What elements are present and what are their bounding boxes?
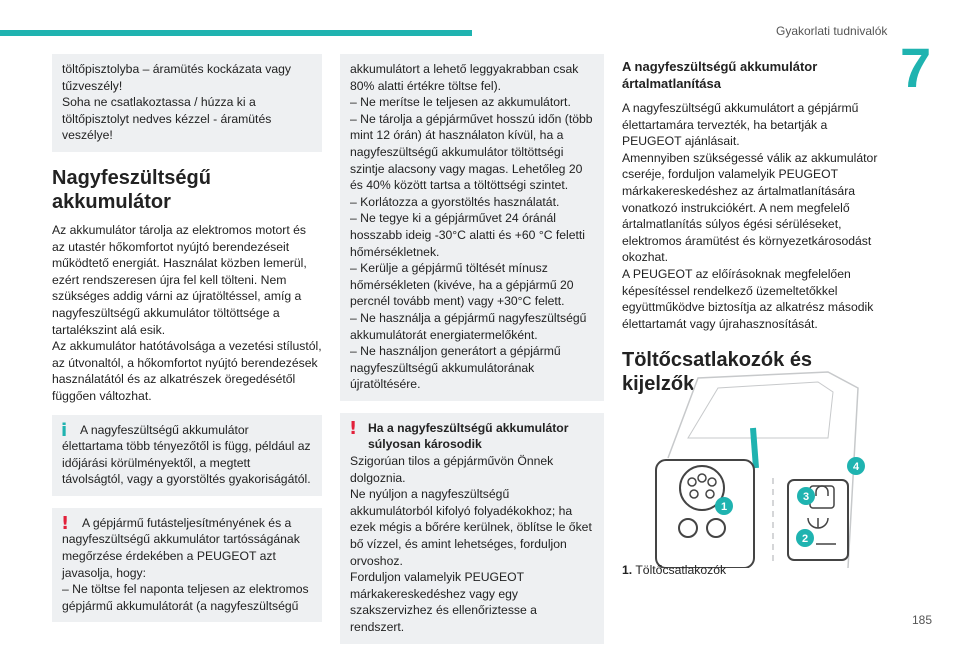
warning-note-line: – Ne töltse fel naponta teljesen az elektromos gépjármű akkumulátorát (a nagyfeszültségű xyxy=(62,582,309,613)
warning-line: Forduljon valamelyik PEUGEOT márkakereskedéshez vagy egy szakszervizhez és ellenőriztesse a rendszert. xyxy=(350,570,537,634)
box-line: Soha ne csatlakoztassa / húzza ki a töltőpisztolyt nedves kézzel - áramütés veszélye! xyxy=(62,95,272,143)
connectors-heading: Töltőcsatlakozók és kijelzők xyxy=(622,349,813,396)
box-line: – Ne tegye ki a gépjárművet 24 óránál hosszabb ideig -30°C alatti és +60 °C feletti hőmérsékletnek. xyxy=(350,211,586,259)
warning-note-line: A gépjármű futásteljesítményének és a nagyfeszültségű akkumulátor tartósságának megőrzése érdekében a PEUGEOT azt javasolja, hogy: xyxy=(62,515,300,580)
car-illustration xyxy=(648,368,888,568)
column-2 xyxy=(340,54,604,656)
column-3 xyxy=(622,58,888,404)
box-line: – Ne merítse le teljesen az akkumulátort. xyxy=(350,95,571,110)
page-number: 185 xyxy=(911,613,932,627)
paragraph: Az akkumulátor tárolja az elektromos motort és az utastér hőkomfortot nyújtó berendezéseit működtető energiát. Használat közben lemerül, ezért rendszeresen újra fel kell tölteni. Nem szükséges addig várni az újratöltéssel, amíg a nagyfeszültségű akkumulátor töltöttsége a tartalékszint alá esik. xyxy=(52,222,307,337)
figure-label-1: 1 xyxy=(720,501,728,513)
figure-caption xyxy=(622,563,726,577)
warning-icon: ! xyxy=(61,512,70,534)
box-line: töltőpisztolyba – áramütés kockázata vagy tűzveszély! xyxy=(62,62,291,93)
info-note-box xyxy=(52,415,322,496)
box-line: – Ne használjon generátort a gépjármű nagyfeszültségű akkumulátorának újratöltésére. xyxy=(350,344,561,392)
box-line: – Ne tárolja a gépjárművet hosszú időn (több mint 12 órán) át használaton kívül, ha a nagyfeszültségű akkumulátor töltöttségi szintje alacsony vagy magas. Lehetőleg 20 és 40% között tartsa a töltöttségi szintet. xyxy=(350,111,593,193)
paragraph: Amennyiben szükségessé válik az akkumulátor cseréje, forduljon valamelyik PEUGEOT márkakereskedéshez az ártalmatlanítására vonatkozó instrukciókért. A nem megfelelő ártalmatlanítás súlyos égési sérüléseket, elektromos áramütést és környezetkárosodást okozhat. xyxy=(622,150,878,265)
charging-connectors-illustration xyxy=(648,368,888,568)
warning-line: Szigorúan tilos a gépjárművön Önnek dolgoznia. xyxy=(350,454,554,485)
warning-note-box xyxy=(52,508,322,623)
box-line: – Ne használja a gépjármű nagyfeszültségű akkumulátorát energiatermelőként. xyxy=(350,310,587,342)
box-line: – Kerülje a gépjármű töltését mínusz hőmérsékleten (kivéve, ha a gépjármű 20 percnél tovább ment) vagy +30°C felett. xyxy=(350,261,574,309)
section-title: Gyakorlati tudnivalók xyxy=(776,24,888,38)
figure-label-2: 2 xyxy=(801,533,809,545)
disposal-heading: A nagyfeszültségű akkumulátor ártalmatlanítása xyxy=(622,59,818,91)
paragraph: A PEUGEOT az előírásoknak megfelelően képesítéssel rendelkező üzemeltetőkkel együttműködve biztosítja az alkatrész második élettartamát vagy újrahasznosítását. xyxy=(622,266,874,331)
battery-heading: Nagyfeszültségű akkumulátor xyxy=(52,166,211,213)
warning-line: Ne nyúljon a nagyfeszültségű akkumulátorból kifolyó folyadékokhoz; ha ezek mégis a bőrére kerülnek, öblítse le őket bő vízzel, és amint lehetséges, forduljon orvoshoz. xyxy=(350,487,592,568)
figure-label-3: 3 xyxy=(802,491,810,503)
safety-box-continued xyxy=(52,54,322,152)
recommendations-box xyxy=(340,54,604,401)
header-accent-bar xyxy=(0,30,472,36)
caption-text: Töltőcsatlakozók xyxy=(635,563,727,577)
disposal-text xyxy=(622,100,888,332)
info-note-text: A nagyfeszültségű akkumulátor élettartama több tényezőtől is függ, például az időjárási körülményektől, a megtett távolságtól, vagy a gyorstöltés gyakoriságától. xyxy=(62,422,311,487)
caption-number: 1. xyxy=(622,563,633,577)
box-line: akkumulátort a lehető leggyakrabban csak 80% alatti értékre töltse fel). xyxy=(350,62,579,93)
damage-warning-box xyxy=(340,413,604,644)
paragraph: A nagyfeszültségű akkumulátort a gépjármű élettartamára tervezték, ha betartják a PEUGEOT ajánlásait. xyxy=(622,101,859,149)
paragraph: Az akkumulátor hatótávolsága a vezetési stílustól, az útvonaltól, a hőkomfortot nyújtó berendezések használatától és az alkatrészek öregedésétől függően változhat. xyxy=(52,339,322,403)
chapter-number: 7 xyxy=(900,36,932,99)
figure-label-4: 4 xyxy=(852,461,860,473)
box-line: – Korlátozza a gyorstöltés használatát. xyxy=(350,194,560,209)
info-icon: i xyxy=(61,419,68,441)
battery-text xyxy=(52,222,322,405)
warning-icon: ! xyxy=(349,417,358,439)
warning-title: Ha a nagyfeszültségű akkumulátor súlyosan károsodik xyxy=(368,420,569,452)
column-1 xyxy=(52,54,322,634)
